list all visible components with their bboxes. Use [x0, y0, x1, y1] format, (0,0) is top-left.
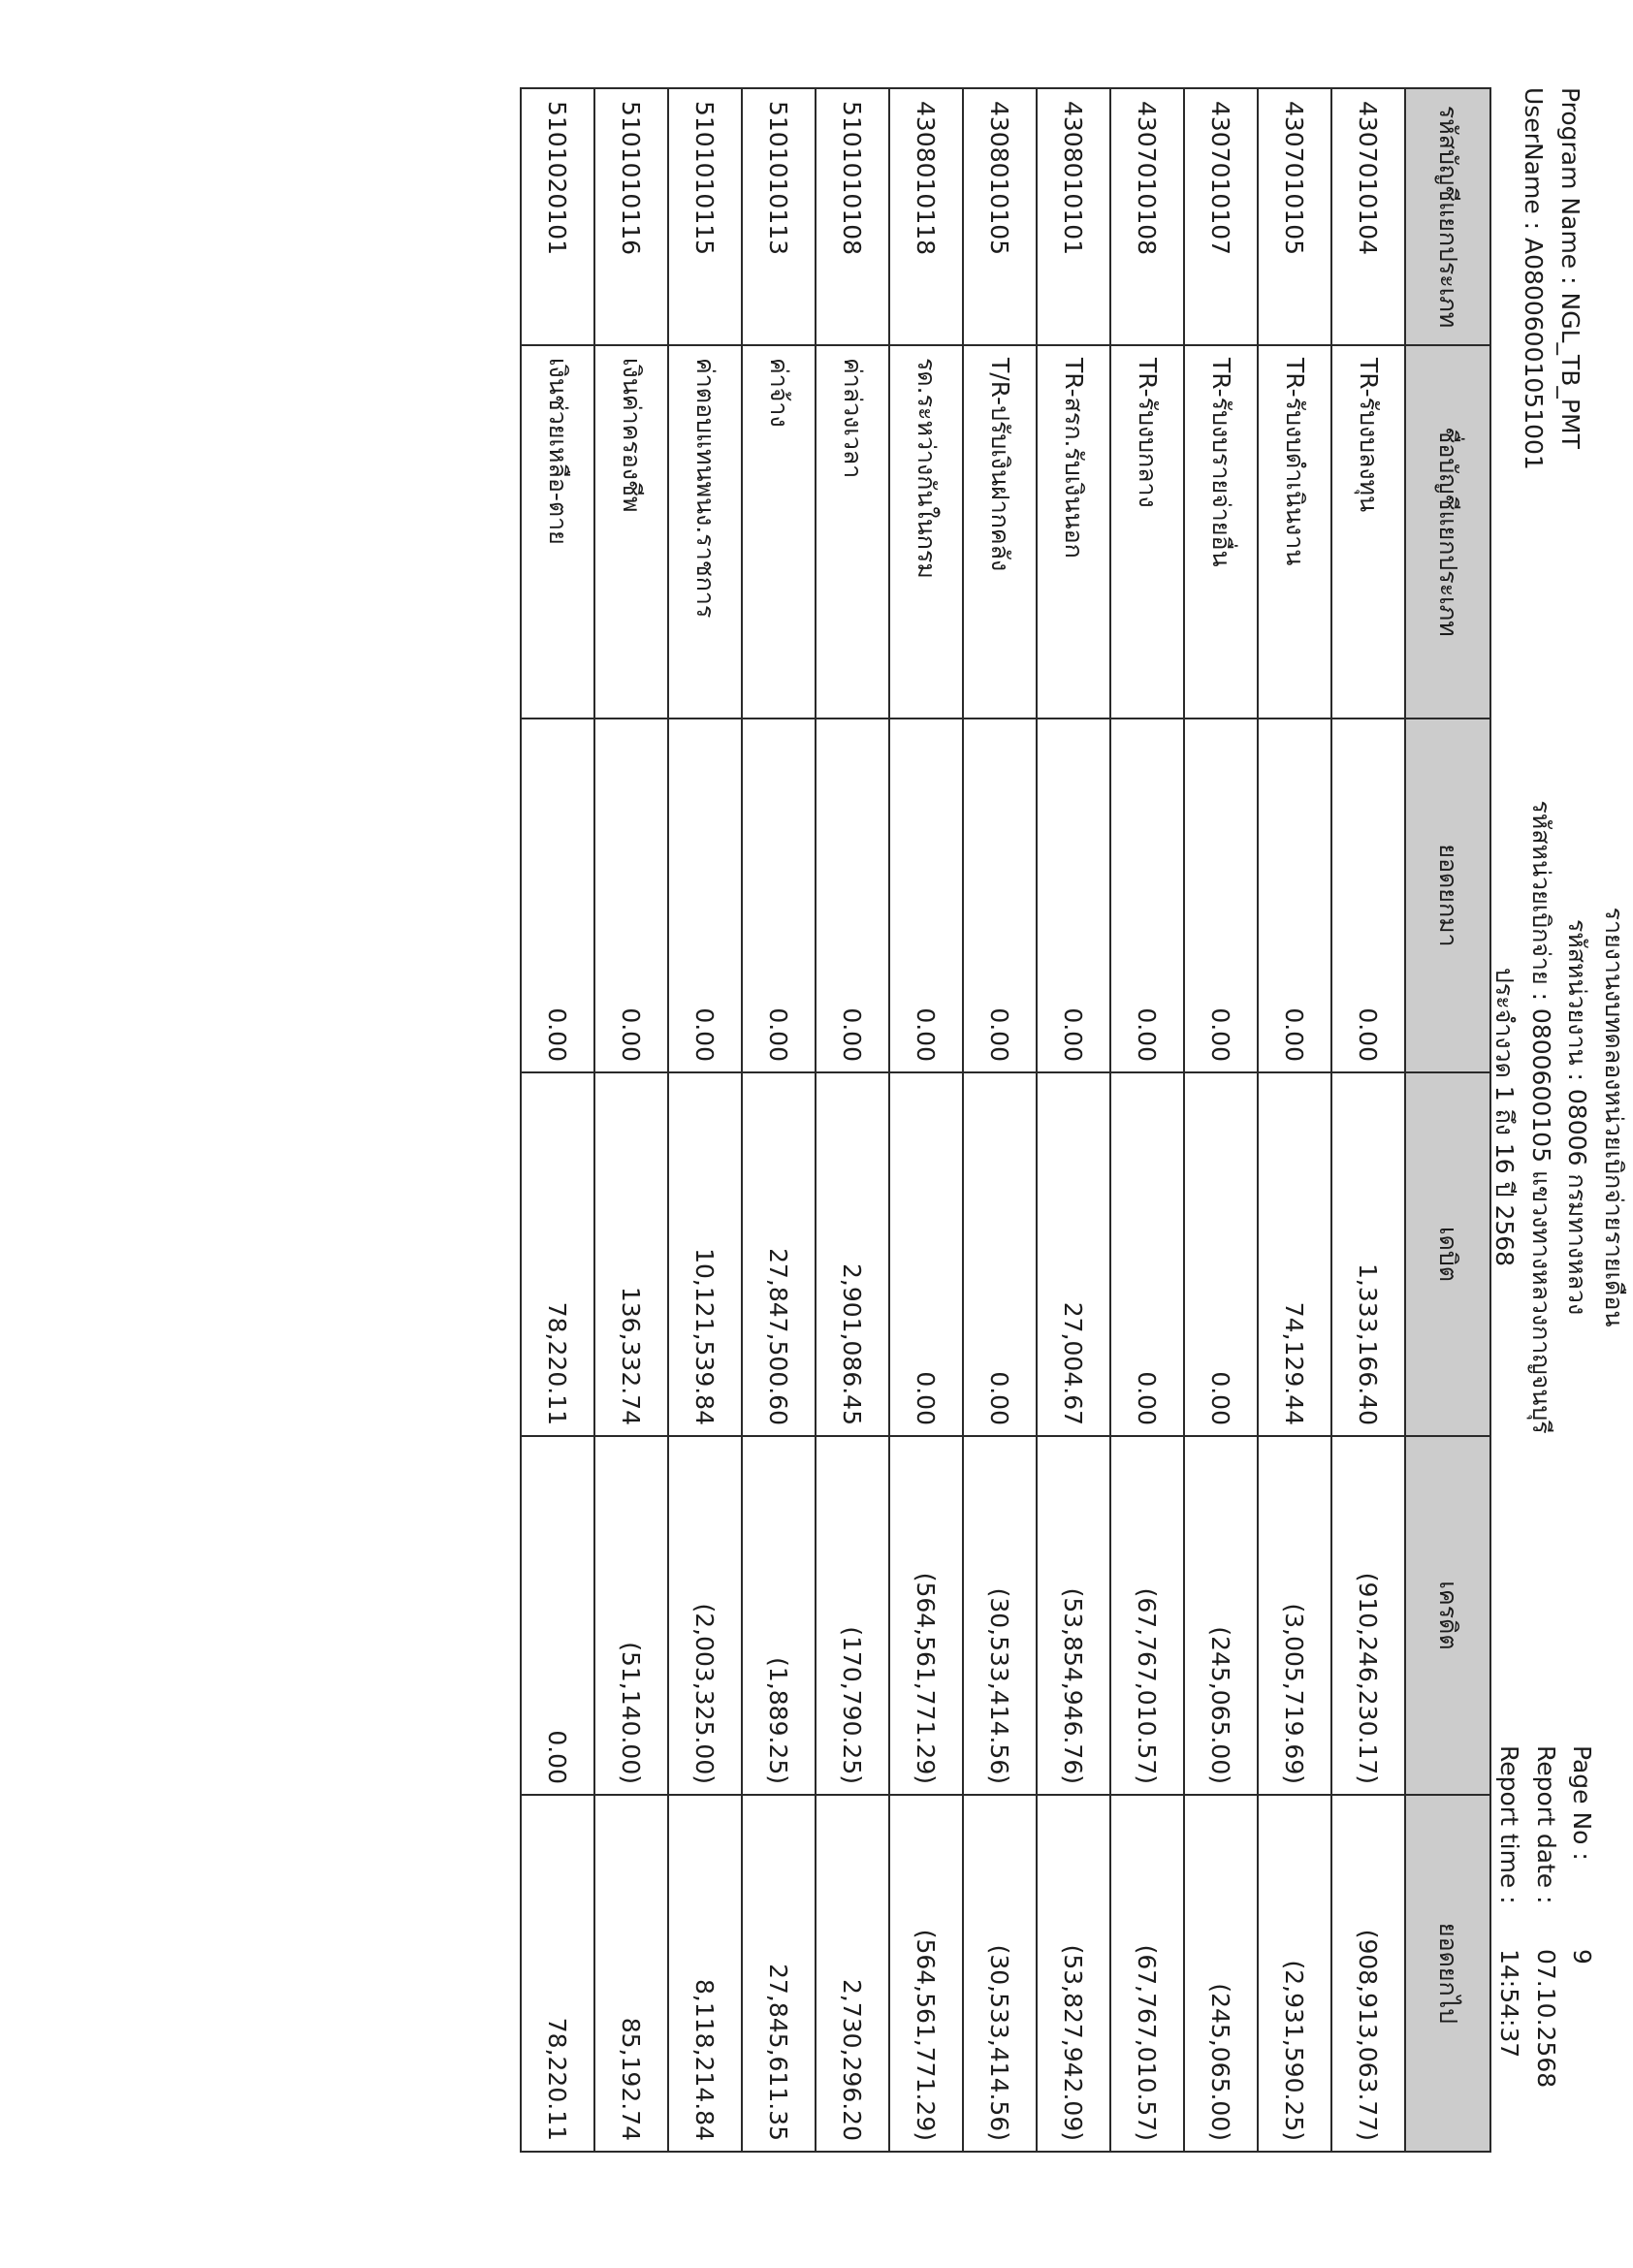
- debit: 0.00: [1110, 1072, 1184, 1436]
- account-code: 5101010115: [668, 88, 742, 345]
- account-name: TR-รับงบลงทุน: [1331, 345, 1405, 719]
- credit: 0.00: [521, 1436, 594, 1795]
- account-code: 4307010104: [1331, 88, 1405, 345]
- account-code: 4308010118: [889, 88, 963, 345]
- debit: 0.00: [889, 1072, 963, 1436]
- debit: 74,129.44: [1258, 1072, 1331, 1436]
- program-name: Program Name : NGL_TB_PMT: [1556, 87, 1585, 449]
- account-code: 5101010108: [816, 88, 889, 345]
- col-header-debit: เดบิต: [1405, 1072, 1490, 1436]
- closing-balance: (67,767,010.57): [1110, 1795, 1184, 2152]
- account-code: 5101020101: [521, 88, 594, 345]
- opening-balance: 0.00: [668, 719, 742, 1072]
- table-row: [889, 88, 963, 2152]
- opening-balance: 0.00: [963, 719, 1037, 1072]
- col-header-credit: เครดิต: [1405, 1436, 1490, 1795]
- opening-balance: 0.00: [1110, 719, 1184, 1072]
- credit: (170,790.25): [816, 1436, 889, 1795]
- report-title: รายงานงบทดลองหน่วยเบิกจ่ายรายเดือน: [1600, 907, 1628, 1327]
- account-code: 4307010107: [1184, 88, 1258, 345]
- user-name: UserName : A08006001051001: [1520, 87, 1548, 470]
- closing-balance: (53,827,942.09): [1037, 1795, 1110, 2152]
- credit: (67,767,010.57): [1110, 1436, 1184, 1795]
- page-no: [1568, 1745, 1596, 1965]
- opening-balance: 0.00: [1037, 719, 1110, 1072]
- closing-balance: 85,192.74: [594, 1795, 668, 2152]
- agency-line: รหัสหน่วยงาน : 08006 กรมทางหลวง: [1563, 918, 1591, 1316]
- account-name: รด.ระหว่างกันในกรม: [889, 345, 963, 719]
- disbursing-unit-line: รหัสหน่วยเบิกจ่าย : 0800600105 แขวงทางหลวงกาญจนบุรี: [1527, 800, 1555, 1434]
- debit: 27,847,500.60: [742, 1072, 816, 1436]
- report-date: [1532, 1745, 1560, 2088]
- account-code: 4308010105: [963, 88, 1037, 345]
- credit: (3,005,719.69): [1258, 1436, 1331, 1795]
- opening-balance: 0.00: [594, 719, 668, 1072]
- report-date-label: Report date :: [1532, 1745, 1560, 1904]
- opening-balance: 0.00: [742, 719, 816, 1072]
- col-header-opening-balance: ยอดยกมา: [1405, 719, 1490, 1072]
- debit: 136,332.74: [594, 1072, 668, 1436]
- period-line: ประจำงวด 1 ถึง 16 ปี 2568: [1490, 967, 1519, 1267]
- opening-balance: 0.00: [816, 719, 889, 1072]
- closing-balance: (30,533,414.56): [963, 1795, 1037, 2152]
- table-row: [742, 88, 816, 2152]
- credit: (2,003,325.00): [668, 1436, 742, 1795]
- closing-balance: (564,561,771.29): [889, 1795, 963, 2152]
- debit: 0.00: [963, 1072, 1037, 1436]
- credit: (51,140.00): [594, 1436, 668, 1795]
- account-code: 4307010108: [1110, 88, 1184, 345]
- closing-balance: 27,845,611.35: [742, 1795, 816, 2152]
- account-name: TR-สรก.รับเงินนอก: [1037, 345, 1110, 719]
- debit: 0.00: [1184, 1072, 1258, 1436]
- table-row: [1331, 88, 1405, 2152]
- report-date-value: 07.10.2568: [1532, 1949, 1560, 2089]
- closing-balance: (245,065.00): [1184, 1795, 1258, 2152]
- credit: (1,889.25): [742, 1436, 816, 1795]
- account-code: 4307010105: [1258, 88, 1331, 345]
- account-name: TR-รับงบดำเนินงาน: [1258, 345, 1331, 719]
- table-header-row: [1405, 88, 1490, 2152]
- credit: (53,854,946.76): [1037, 1436, 1110, 1795]
- credit: (564,561,771.29): [889, 1436, 963, 1795]
- closing-balance: (2,931,590.25): [1258, 1795, 1331, 2152]
- closing-balance: 2,730,296.20: [816, 1795, 889, 2152]
- opening-balance: 0.00: [521, 719, 594, 1072]
- table-row: [1110, 88, 1184, 2152]
- table-row: [1184, 88, 1258, 2152]
- account-code: 4308010101: [1037, 88, 1110, 345]
- report-time-value: 14:54:37: [1495, 1949, 1523, 2059]
- credit: (245,065.00): [1184, 1436, 1258, 1795]
- account-name: เงินค่าครองชีพ: [594, 345, 668, 719]
- closing-balance: (908,913,063.77): [1331, 1795, 1405, 2152]
- account-code: 5101010113: [742, 88, 816, 345]
- page-no-label: Page No :: [1568, 1745, 1596, 1861]
- account-name: เงินช่วยเหลือ-ตาย: [521, 345, 594, 719]
- debit: 2,901,086.45: [816, 1072, 889, 1436]
- opening-balance: 0.00: [1184, 719, 1258, 1072]
- account-name: ค่าล่วงเวลา: [816, 345, 889, 719]
- account-name: TR-รับงบรายจ่ายอื่น: [1184, 345, 1258, 719]
- table-row: [1037, 88, 1110, 2152]
- col-header-closing-balance: ยอดยกไป: [1405, 1795, 1490, 2152]
- account-name: TR-รับงบกลาง: [1110, 345, 1184, 719]
- account-name: ค่าจ้าง: [742, 345, 816, 719]
- closing-balance: 8,118,214.84: [668, 1795, 742, 2152]
- table-row: [668, 88, 742, 2152]
- trial-balance-table: [520, 87, 1491, 2153]
- report-time-label: Report time :: [1495, 1745, 1523, 1904]
- table-row: [816, 88, 889, 2152]
- opening-balance: 0.00: [889, 719, 963, 1072]
- table-row: [1258, 88, 1331, 2152]
- account-code: 5101010116: [594, 88, 668, 345]
- account-name: ค่าตอบแทนพนง.ราชการ: [668, 345, 742, 719]
- credit: (30,533,414.56): [963, 1436, 1037, 1795]
- debit: 78,220.11: [521, 1072, 594, 1436]
- table-row: [963, 88, 1037, 2152]
- credit: (910,246,230.17): [1331, 1436, 1405, 1795]
- opening-balance: 0.00: [1331, 719, 1405, 1072]
- report-time: [1495, 1745, 1523, 2058]
- opening-balance: 0.00: [1258, 719, 1331, 1072]
- page-no-value: 9: [1568, 1949, 1596, 1965]
- debit: 27,004.67: [1037, 1072, 1110, 1436]
- closing-balance: 78,220.11: [521, 1795, 594, 2152]
- debit: 1,333,166.40: [1331, 1072, 1405, 1436]
- table-row: [521, 88, 594, 2152]
- col-header-account-code: รหัสบัญชีแยกประเภท: [1405, 88, 1490, 345]
- col-header-account-name: ชื่อบัญชีแยกประเภท: [1405, 345, 1490, 719]
- table-row: [594, 88, 668, 2152]
- account-name: T/R-ปรับเงินฝากคลัง: [963, 345, 1037, 719]
- debit: 10,121,539.84: [668, 1072, 742, 1436]
